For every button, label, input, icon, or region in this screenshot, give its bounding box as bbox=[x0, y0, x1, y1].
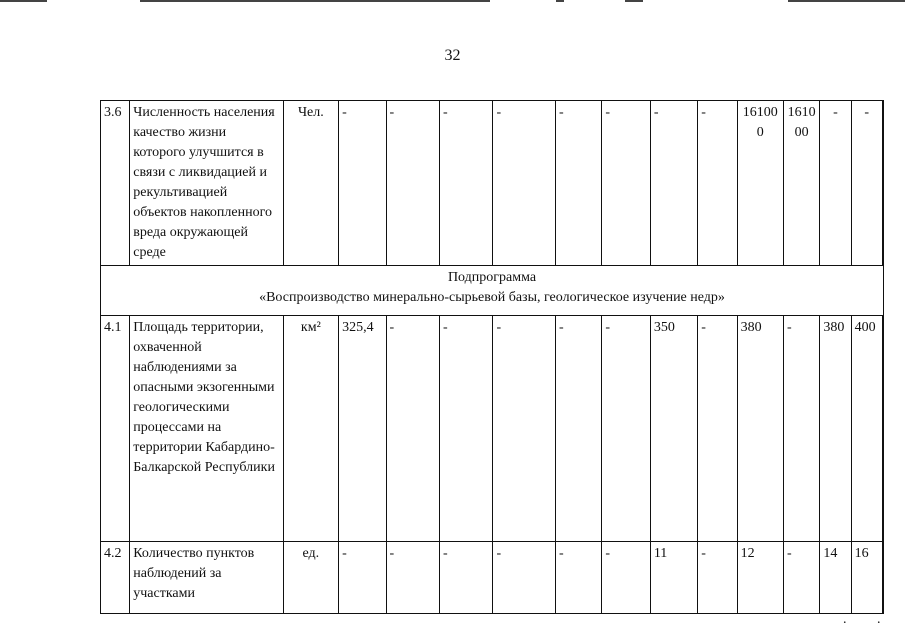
table-row bbox=[101, 101, 884, 266]
value-cell: - bbox=[386, 101, 439, 266]
spacer-cell bbox=[882, 316, 883, 542]
spacer-cell bbox=[882, 542, 883, 614]
scan-dot: . bbox=[843, 612, 847, 627]
table-row bbox=[101, 316, 884, 542]
unit-cell: ед. bbox=[283, 542, 338, 614]
subprogram-header bbox=[101, 266, 884, 316]
value-cell: - bbox=[784, 316, 820, 542]
scan-artifact-line bbox=[556, 0, 564, 2]
value-cell: - bbox=[650, 101, 697, 266]
value-cell: 400 bbox=[851, 316, 882, 542]
value-cell: 350 bbox=[650, 316, 697, 542]
scan-artifact-line bbox=[788, 0, 905, 2]
value-cell: - bbox=[339, 101, 386, 266]
scan-artifact-line bbox=[625, 0, 643, 2]
subprogram-title: «Воспроизводство минерально-сырьевой базы, геологическое изучение недр» bbox=[259, 290, 725, 305]
indicators-table bbox=[100, 100, 884, 614]
scan-artifact-line bbox=[0, 0, 47, 2]
unit-cell: км² bbox=[283, 316, 338, 542]
value-cell: - bbox=[556, 542, 602, 614]
value-cell: - bbox=[439, 316, 492, 542]
indicator-name: Площадь территории, охваченной наблюдениями за опасными экзогенными геологическими процессами на территории Кабардино-Балкарской Республики bbox=[130, 316, 283, 542]
value-cell: 161000 bbox=[737, 101, 783, 266]
value-cell: 14 bbox=[820, 542, 851, 614]
value-cell: - bbox=[556, 101, 602, 266]
value-cell: 325,4 bbox=[339, 316, 386, 542]
spacer-cell bbox=[882, 101, 883, 266]
unit-cell: Чел. bbox=[283, 101, 338, 266]
value-cell: - bbox=[339, 542, 386, 614]
value-cell: 380 bbox=[820, 316, 851, 542]
value-cell: - bbox=[493, 542, 556, 614]
indicator-name: Численность населения качество жизни которого улучшится в связи с ликвидацией и рекультивацией объектов накопленного вреда окружающей среде bbox=[130, 101, 283, 266]
value-cell: - bbox=[602, 542, 650, 614]
scan-artifact-line bbox=[140, 0, 490, 2]
page-number: 32 bbox=[444, 47, 461, 64]
value-cell: - bbox=[386, 542, 439, 614]
value-cell: - bbox=[784, 542, 820, 614]
value-cell: - bbox=[698, 101, 737, 266]
value-cell: - bbox=[439, 101, 492, 266]
value-cell: 12 bbox=[737, 542, 783, 614]
value-cell: - bbox=[698, 542, 737, 614]
value-cell: - bbox=[602, 316, 650, 542]
row-number: 3.6 bbox=[101, 101, 130, 266]
value-cell: - bbox=[851, 101, 882, 266]
value-cell: - bbox=[386, 316, 439, 542]
row-number: 4.2 bbox=[101, 542, 130, 614]
value-cell: - bbox=[556, 316, 602, 542]
indicator-name: Количество пунктов наблюдений за участками bbox=[130, 542, 283, 614]
value-cell: 11 bbox=[650, 542, 697, 614]
subprogram-row bbox=[101, 266, 884, 316]
value-cell: - bbox=[698, 316, 737, 542]
subprogram-label: Подпрограмма bbox=[447, 270, 537, 285]
value-cell: 16 bbox=[851, 542, 882, 614]
value-cell: - bbox=[439, 542, 492, 614]
value-cell: - bbox=[602, 101, 650, 266]
value-cell: - bbox=[493, 101, 556, 266]
value-cell: 380 bbox=[737, 316, 783, 542]
value-cell: - bbox=[820, 101, 851, 266]
scan-dot: . bbox=[877, 612, 881, 627]
table-row bbox=[101, 542, 884, 614]
value-cell: - bbox=[493, 316, 556, 542]
row-number: 4.1 bbox=[101, 316, 130, 542]
value-cell: 161000 bbox=[784, 101, 820, 266]
